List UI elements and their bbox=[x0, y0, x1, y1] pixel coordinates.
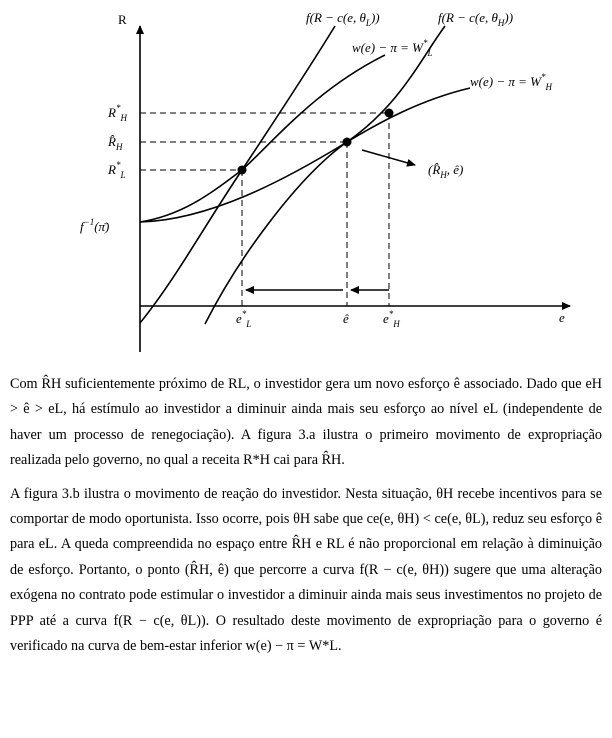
point-l-star bbox=[238, 166, 247, 175]
x-tick-e-hat: ê bbox=[343, 311, 349, 326]
curve-f-theta-h bbox=[205, 26, 445, 324]
body-text bbox=[10, 372, 602, 659]
y-axis-label: R bbox=[118, 12, 127, 27]
point-rh-hat-e-hat bbox=[343, 138, 352, 147]
label-w-l: $w(e) - \pi = W^*_L$ bbox=[352, 38, 433, 58]
y-tick-f-inverse: $f^{-1}(\pī)$ bbox=[80, 217, 110, 234]
arrow-to-point-label bbox=[362, 150, 415, 165]
paragraph-2: A figura 3.b ilustra o movimento de reação do investidor. Nesta situação, θH recebe incentivos para se comportar de modo oportunista. Isso ocorre, pois θH sabe que ce(e, θH) < ce(e, θL), reduz seu esforço ê para eL. A queda compreendida no espaço entre R̂H e RL é não proporcional em relação à diminuição de esforço. Portanto, o ponto (R̂H, ê) que percorre a curva f(R − c(e, θH)) sugere que uma alteração exógena no contrato pode estimular o investidor a diminuir ainda mais seus investimentos no projeto de PPP até a curva f(R − c(e, θL)). O resultado deste movimento de expropriação para o governo é verificado na curva de bem-estar inferior w(e) − π = W*L. bbox=[10, 485, 602, 655]
paragraph-1: Com R̂H suficientemente próximo de RL, o investidor gera um novo esforço ê associado. Dado que eH > ê > eL, há estímulo ao investidor a diminuir ainda mais seu esforço ao nível eL (independente de haver um processo de renegociação). A figura 3.a ilustra o primeiro movimento de expropriação realizada pelo governo, no qual a receita R*H cai para R̂H. bbox=[10, 376, 602, 469]
x-tick-eh-star: $e^*_H$ bbox=[383, 309, 400, 329]
y-tick-rh-hat: $R̂_H$ bbox=[108, 134, 123, 152]
point-h-star bbox=[385, 109, 394, 118]
label-f-theta-h: f(R − c(e, $\theta_H$)) bbox=[438, 10, 514, 28]
curve-w-h bbox=[140, 88, 470, 222]
x-tick-el-star: $e^*_L$ bbox=[236, 309, 252, 329]
dashed-guides bbox=[140, 113, 389, 306]
x-axis-label: e bbox=[559, 310, 565, 325]
label-f-theta-l: f(R − c(e, $\theta_L$)) bbox=[306, 10, 380, 28]
label-point-rh-hat-e-hat: ($R̂_H$, ê) bbox=[428, 162, 464, 180]
curve-f-theta-l bbox=[140, 26, 335, 323]
y-tick-rh-star: $R^*_H$ bbox=[108, 103, 127, 123]
label-w-h: $w(e) - \pi = W^*_H$ bbox=[470, 72, 552, 92]
y-tick-rl-star: $R^*_L$ bbox=[108, 160, 126, 180]
